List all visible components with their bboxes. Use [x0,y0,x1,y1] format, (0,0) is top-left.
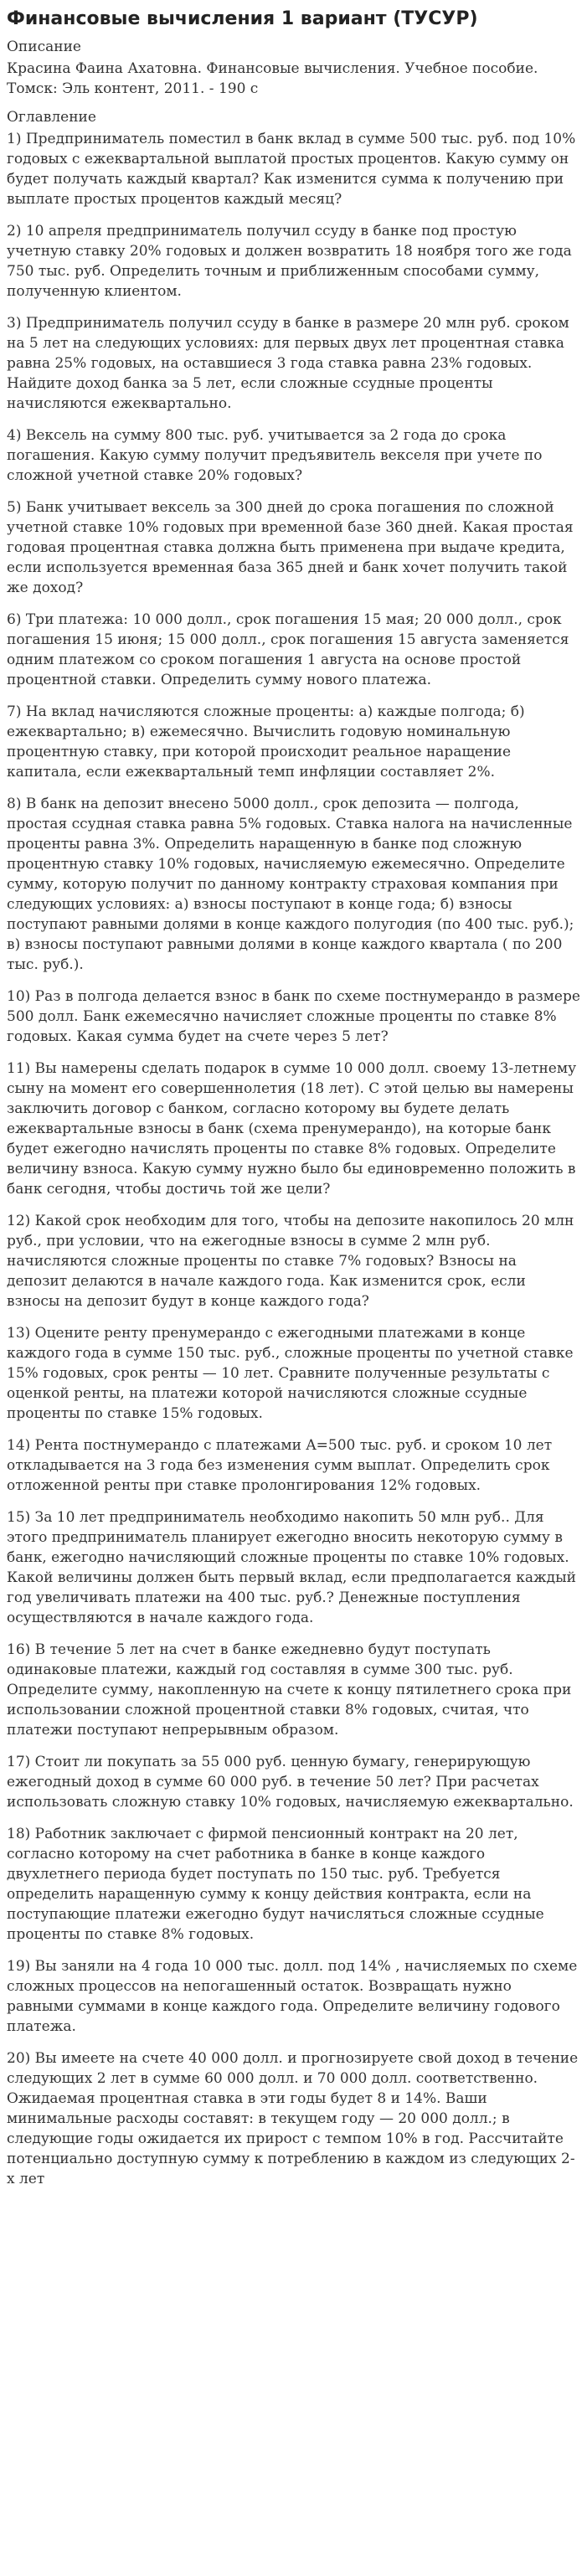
question-item: 10) Раз в полгода делается взнос в банк по схеме постнумерандо в размере 500 долл. Банк ежемесячно начисляет сложные проценты по ставке 8% годовых. Какая сумма будет на счете через 5 лет? [7,988,580,1045]
question-item: 12) Какой срок необходим для того, чтобы на депозите накопилось 20 млн руб., при условии, что на ежегодные взносы в сумме 2 млн руб. начисляются сложные проценты по ставке 7% годовых? Взносы на депозит делаются в начале каждого года. Как изменится срок, если взносы на депозит будут в конце каждого года? [7,1213,574,1310]
description-label: Описание [7,39,81,55]
question-list [7,129,580,2189]
question-item: 18) Работник заключает с фирмой пенсионный контракт на 20 лет, согласно которому на счет работника в банке в конце каждого двухлетнего периода будет поступать по 150 тыс. руб. Требуется определить наращенную сумму к концу действия контракта, если на поступающие платежи ежегодно будут начисляться сложные ссудные проценты по ставке 8% годовых. [7,1826,544,1943]
description-text: Красина Фаина Ахатовна. Финансовые вычисления. Учебное пособие. Томск: Эль контент, 2011. - 190 с [7,60,538,97]
question-item: 14) Рента постнумерандо с платежами A=500 тыс. руб. и сроком 10 лет откладывается на 3 года без изменения сумм выплат. Определить срок отложенной ренты при ставке пролонгирования 12% годовых. [7,1437,553,1494]
question-item: 16) В течение 5 лет на счет в банке ежедневно будут поступать одинаковые платежи, каждый год составляя в сумме 300 тыс. руб. Определите сумму, накопленную на счете к концу пятилетнего срока при использовании сложной процентной ставки 8% годовых, считая, что платежи поступают непрерывным образом. [7,1641,572,1739]
page-title: Финансовые вычисления 1 вариант (ТУСУР) [7,8,478,29]
question-item: 15) За 10 лет предприниматель необходимо накопить 50 млн руб.. Для этого предприниматель планирует ежегодно вносить некоторую сумму в банк, ежегодно начисляющий сложные проценты по ставке 10% годовых. Какой величины должен быть первый вклад, если предполагается каждый год увеличивать платежи на 400 тыс. руб.? Денежные поступления осуществляются в начале каждого года. [7,1509,576,1626]
question-item: 13) Оцените ренту пренумерандо с ежегодными платежами в конце каждого года в сумме 150 тыс. руб., сложные проценты по учетной ставке 15% годовых, срок ренты — 10 лет. Сравните полученные результаты с оценкой ренты, на платежи которой начисляются сложные ссудные проценты по ставке 15% годовых. [7,1325,574,1422]
question-item: 5) Банк учитывает вексель за 300 дней до срока погашения по сложной учетной ставке 10% годовых при временной базе 360 дней. Какая простая годовая процентная ставка должна быть применена при выдаче кредита, если используется временная база 365 дней и банк хочет получить такой же доход? [7,499,574,596]
question-item: 19) Вы заняли на 4 года 10 000 тыс. долл. под 14% , начисляемых по схеме сложных процессов на непогашенный остаток. Возвращать нужно равными суммами в конце каждого года. Определите величину годового платежа. [7,1958,578,2035]
question-item: 7) На вклад начисляются сложные проценты: а) каждые полгода; б) ежеквартально; в) ежемесячно. Вычислить годовую номинальную процентную ставку, при которой происходит реальное наращение капитала, если ежеквартальный темп инфляции составляет 2%. [7,703,525,781]
question-item: 1) Предприниматель поместил в банк вклад в сумме 500 тыс. руб. под 10% годовых с ежеквартальной выплатой простых процентов. Какую сумму он будет получать каждый квартал? Как изменится сумма к получению при выплате простых процентов каждый месяц? [7,131,576,208]
question-item: 2) 10 апреля предприниматель получил ссуду в банке под простую учетную ставку 20% годовых и должен возвратить 18 ноября того же года 750 тыс. руб. Определить точным и приближенным способами сумму, полученную клиентом. [7,223,572,300]
question-item: 17) Стоит ли покупать за 55 000 руб. ценную бумагу, генерирующую ежегодный доход в сумме 60 000 руб. в течение 50 лет? При расчетах использовать сложную ставку 10% годовых, начисляемую ежеквартально. [7,1754,574,1811]
question-item: 6) Три платежа: 10 000 долл., срок погашения 15 мая; 20 000 долл., срок погашения 15 июня; 15 000 долл., срок погашения 15 августа заменяется одним платежом со сроком погашения 1 августа на основе простой процентной ставки. Определить сумму нового платежа. [7,611,569,688]
question-item: 4) Вексель на сумму 800 тыс. руб. учитывается за 2 года до срока погашения. Какую сумму получит предъявитель векселя при учете по сложной учетной ставке 20% годовых? [7,427,543,484]
question-item: 20) Вы имеете на счете 40 000 долл. и прогнозируете свой доход в течение следующих 2 лет в сумме 60 000 долл. и 70 000 долл. соответственно. Ожидаемая процентная ставка в эти годы будет 8 и 14%. Ваши минимальные расходы составят: в текущем году — 20 000 долл.; в следующие годы ожидается их прирост с темпом 10% в год. Рассчитайте потенциально доступную сумму к потреблению в каждом из следующих 2-х лет [7,2050,579,2187]
question-item: 11) Вы намерены сделать подарок в сумме 10 000 долл. своему 13-летнему сыну на момент его совершеннолетия (18 лет). С этой целью вы намерены заключить договор с банком, согласно которому вы будете делать ежеквартальные взносы в банк (схема пренумерандо), на которые банк будет ежегодно начислять проценты по ставке 8% годовых. Определите величину взноса. Какую сумму нужно было бы единовременно положить в банк сегодня, чтобы достичь той же цели? [7,1060,577,1198]
question-item: 3) Предприниматель получил ссуду в банке в размере 20 млн руб. сроком на 5 лет на следующих условиях: для первых двух лет процентная ставка равна 25% годовых, на оставшиеся 3 года ставка равна 23% годовых. Найдите доход банка за 5 лет, если сложные ссудные проценты начисляются ежеквартально. [7,315,569,412]
question-item: 8) В банк на депозит внесено 5000 долл., срок депозита — полгода, простая ссудная ставка равна 5% годовых. Ставка налога на начисленные проценты равна 3%. Определить наращенную в банке под сложную процентную ставку 10% годовых, начисляемую ежемесячно. Определите сумму, которую получит по данному контракту страховая компания при следующих условиях: а) взносы поступают в конце года; б) взносы поступают равными долями в конце каждого полугодия (по 400 тыс. руб.); в) взносы поступают равными долями в конце каждого квартала ( по 200 тыс. руб.). [7,796,574,973]
toc-label: Оглавление [7,109,96,126]
